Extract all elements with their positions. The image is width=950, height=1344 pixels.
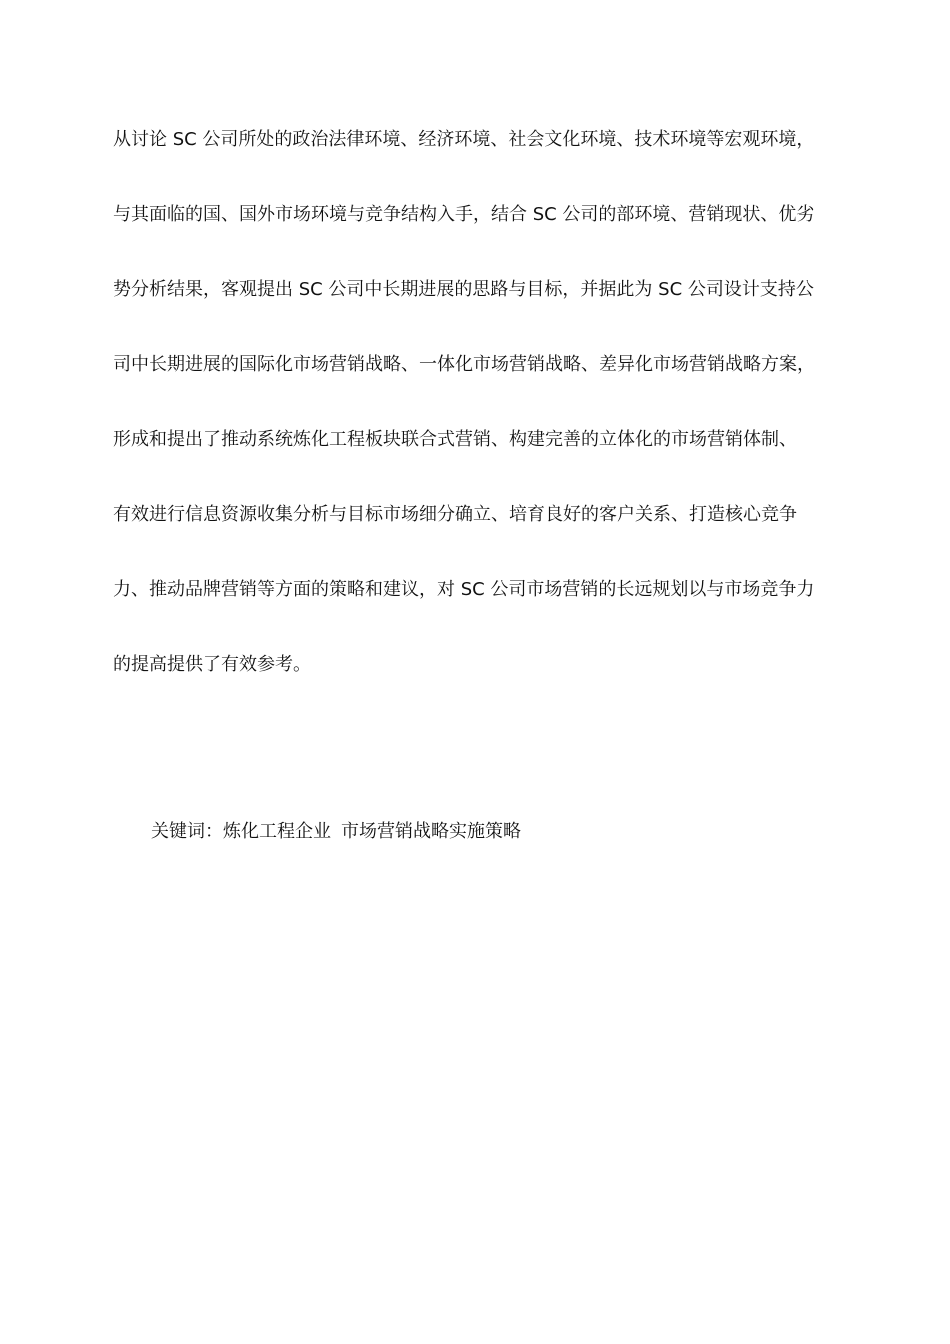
abstract-line: 有效进行信息资源收集分析与目标市场细分确立、培育良好的客户关系、打造核心竞争 [113, 504, 797, 525]
abstract-line: 从讨论 SC 公司所处的政治法律环境、经济环境、社会文化环境、技术环境等宏观环境， [113, 129, 815, 150]
keywords-label: 关键词： [151, 821, 223, 842]
keyword-item: 市场营销战略实施策略 [341, 821, 521, 842]
abstract-line: 司中长期进展的国际化市场营销战略、一体化市场营销战略、差异化市场营销战略方案， [113, 354, 815, 375]
keywords-line [151, 820, 531, 844]
abstract-line: 力、推动品牌营销等方面的策略和建议，对 SC 公司市场营销的长远规划以与市场竞争力 [113, 579, 815, 600]
abstract-line: 势分析结果，客观提出 SC 公司中长期进展的思路与目标，并据此为 SC 公司设计支持公 [113, 279, 814, 300]
abstract-line: 形成和提出了推动系统炼化工程板块联合式营销、构建完善的立体化的市场营销体制、 [113, 429, 797, 450]
abstract-line: 的提高提供了有效参考。 [113, 654, 311, 675]
abstract-line: 与其面临的国、国外市场环境与竞争结构入手，结合 SC 公司的部环境、营销现状、优劣 [113, 204, 815, 225]
keyword-item: 炼化工程企业 [223, 821, 331, 842]
